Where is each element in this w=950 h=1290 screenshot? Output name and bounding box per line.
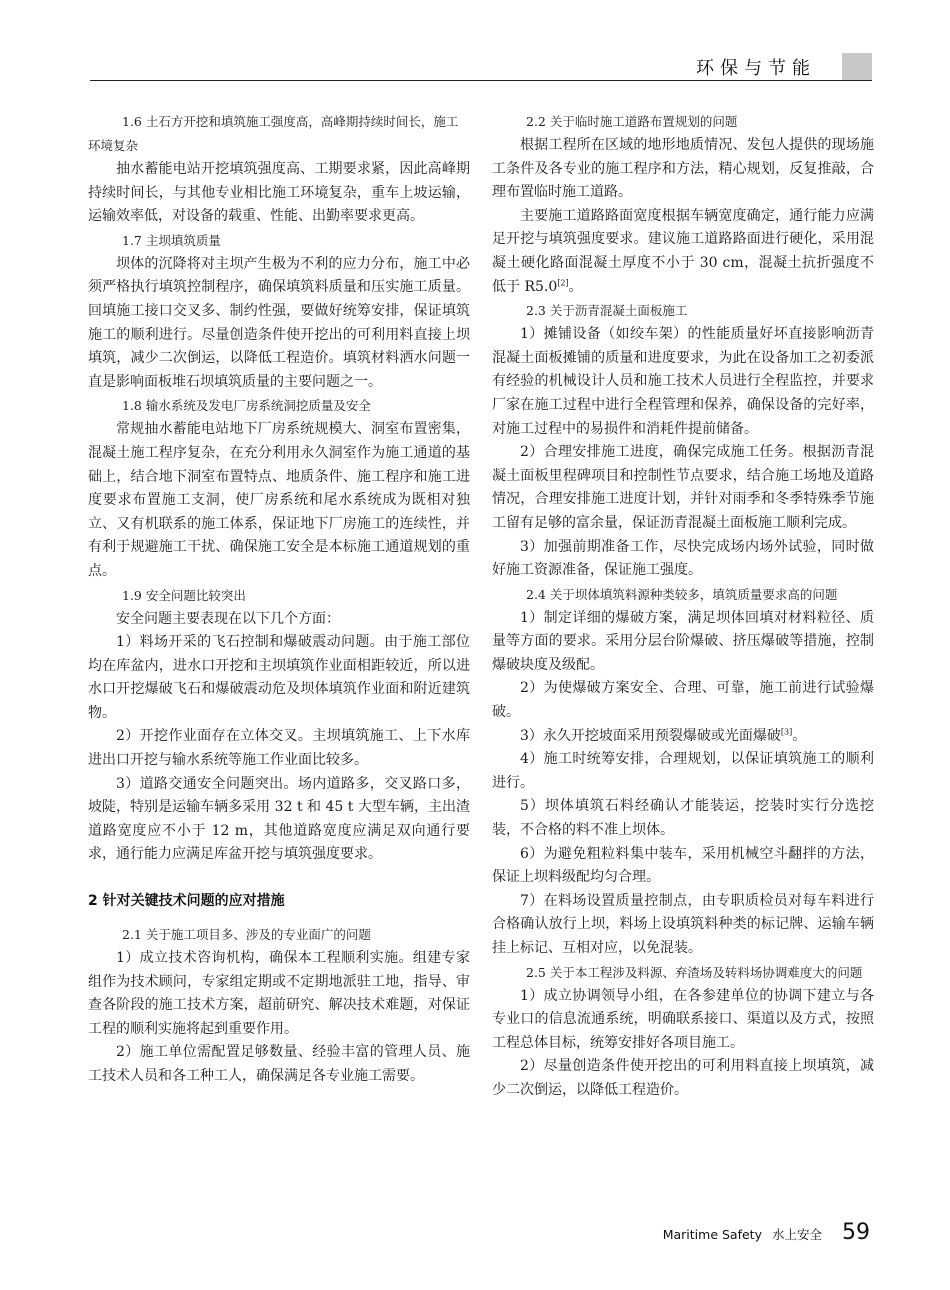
section-2-heading: 2 针对关键技术问题的应对措施: [88, 893, 285, 910]
paragraph: 7）在料场设置质量控制点，由专职质检员对每车料进行合格确认放行上坝，料场上设填筑料种类的标记牌、运输车辆挂上标记、互相对应，以免混装。: [492, 892, 874, 956]
paragraph: 4）施工时统筹安排，合理规划，以保证填筑施工的顺利进行。: [492, 751, 874, 791]
paragraph: 3）加强前期准备工作，尽快完成场内场外试验，同时做好施工资源准备，保证施工强度。: [492, 538, 874, 579]
heading-2-4: 2.4 关于坝体填筑料源种类较多，填筑质量要求高的问题: [526, 586, 838, 602]
heading-2-3: 2.3 关于沥青混凝土面板施工: [526, 303, 688, 319]
paragraph: 常规抽水蓄能电站地下厂房系统规模大、洞室布置密集，混凝土施工程序复杂，在充分利用永久洞室作为施工通道的基础上，结合地下洞室布置特点、地质条件、施工程序和施工进度要求布置施工支洞，使厂房系统和尾水系统成为既相对独立、又有机联系的施工体系，保证地下厂房施工的连续性，并有利于规避施工干扰、确保施工安全是本标施工通道规划的重点。: [88, 421, 470, 579]
header-title: 环保与节能: [696, 58, 816, 79]
header-rule: [90, 80, 872, 81]
paragraph: 2）尽量创造条件使开挖出的可利用料直接上坝填筑，减少二次倒运，以降低工程造价。: [492, 1058, 874, 1098]
paragraph: 1）制定详细的爆破方案，满足坝体回填对材料粒径、质量等方面的要求。采用分层台阶爆破、挤压爆破等措施，控制爆破块度及级配。: [492, 609, 874, 673]
paragraph: 2）为使爆破方案安全、合理、可靠，施工前进行试验爆破。: [492, 680, 874, 721]
paragraph: 2）施工单位需配置足够数量、经验丰富的管理人员、施工技术人员和各工种工人，确保满足各专业施工需要。: [88, 1044, 470, 1084]
heading-1-6: 1.6 土石方开挖和填筑施工强度高，高峰期持续时间长，施工环境复杂: [88, 114, 459, 153]
citation-ref[interactable]: [2]: [557, 277, 569, 287]
journal-name-en: Maritime Safety: [662, 1227, 762, 1242]
paragraph: [492, 725, 874, 749]
heading-2-2: 2.2 关于临时施工道路布置规划的问题: [526, 114, 738, 129]
paragraph: 1）成立技术咨询机构，确保本工程顺利实施。组建专家组作为技术顾问，专家组定期或不定期地派驻工地，指导、审查各阶段的施工技术方案，超前研究、解决技术难题，对保证工程的顺利实施将起到重要作用。: [88, 950, 470, 1037]
paragraph-text: 3）永久开挖坡面采用预裂爆破或光面爆破: [520, 727, 781, 744]
paragraph: 抽水蓄能电站开挖填筑强度高、工期要求紧，因此高峰期持续时间长，与其他专业相比施工环境复杂，重车上坡运输，运输效率低，对设备的载重、性能、出勤率要求更高。: [88, 161, 470, 225]
paragraph: 坝体的沉降将对主坝产生极为不利的应力分布，施工中必须严格执行填筑控制程序，确保填筑料质量和压实施工质量。回填施工接口交叉多、制约性强，要做好统筹安排，保证填筑施工的顺利进行。尽量创造条件使开挖出的可利用料直接上坝填筑，减少二次倒运，以降低工程造价。填筑材料洒水问题一直是影响面板堆石坝填筑质量的主要问题之一。: [88, 255, 470, 390]
header-accent-block: [842, 53, 872, 81]
heading-1-7: 1.7 主坝填筑质量: [122, 232, 221, 248]
paragraph: 5）坝体填筑石料经确认才能装运，挖装时实行分选挖装，不合格的料不准上坝体。: [492, 798, 874, 839]
paragraph-text: 。: [792, 727, 807, 744]
page-footer: [663, 1220, 870, 1245]
heading-2-1: 2.1 关于施工项目多、涉及的专业面广的问题: [122, 927, 371, 943]
paragraph: 根据工程所在区域的地形地质情况、发包人提供的现场施工条件及各专业的施工程序和方法，精心规划，反复推敲，合理布置临时施工道路。: [492, 137, 874, 201]
right-column: [492, 110, 874, 1103]
left-column: [88, 110, 470, 1089]
citation-ref[interactable]: [3]: [780, 727, 793, 736]
paragraph: 3）道路交通安全问题突出。场内道路多，交叉路口多，坡陡，特别是运输车辆多采用 32 t 和 45 t 大型车辆，主出渣道路宽度应不小于 12 m，其他道路宽度应满足双向通行要求，通行能力应满足库盆开挖与填筑强度要求。: [88, 775, 470, 863]
paragraph: [492, 205, 874, 299]
journal-name-cn: 水上安全: [771, 1227, 822, 1242]
page-number: 59: [842, 1220, 870, 1245]
paragraph: 1）摊铺设备（如绞车架）的性能质量好坏直接影响沥青混凝土面板摊铺的质量和进度要求，为此在设备加工之初委派有经验的机械设计人员和施工技术人员进行全程监控，并要求厂家在施工过程中进行全程管理和保养，确保设备的完好率，对施工过程中的易损件和消耗件提前储备。: [492, 326, 874, 437]
paragraph: 安全问题主要表现在以下几个方面：: [116, 610, 340, 627]
paragraph-text: 主要施工道路路面宽度根据车辆宽度确定，通行能力应满足开挖与填筑强度要求。建议施工道路路面进行硬化，采用混凝土硬化路面混凝土厚度不小于 30 cm，混凝土抗折强度不低于 R5.0: [492, 207, 874, 295]
paragraph: 2）合理安排施工进度，确保完成施工任务。根据沥青混凝土面板里程碑项目和控制性节点要求，结合施工场地及道路情况，合理安排施工进度计划，并针对雨季和冬季特殊季节施工留有足够的富余量，保证沥青混凝土面板施工顺利完成。: [492, 444, 874, 531]
paragraph: 1）料场开采的飞石控制和爆破震动问题。由于施工部位均在库盆内，进水口开挖和主坝填筑作业面相距较近，所以进水口开挖爆破飞石和爆破震动危及坝体填筑作业面和附近建筑物。: [88, 634, 470, 721]
heading-1-9: 1.9 安全问题比较突出: [122, 587, 246, 603]
heading-1-8: 1.8 输水系统及发电厂房系统洞挖质量及安全: [122, 398, 371, 414]
paragraph: 2）开挖作业面存在立体交叉。主坝填筑施工、上下水库进出口开挖与输水系统等施工作业面比较多。: [88, 728, 470, 769]
paragraph-text: 。: [568, 278, 583, 295]
heading-2-5: 2.5 关于本工程涉及料源、弃渣场及转料场协调难度大的问题: [526, 964, 863, 980]
paragraph: 6）为避免粗粒料集中装车，采用机械空斗翻拌的方法，保证上坝料级配均匀合理。: [492, 845, 874, 886]
paragraph: 1）成立协调领导小组，在各参建单位的协调下建立与各专业口的信息流通系统，明确联系接口、渠道以及方式，按照工程总体目标，统筹安排好各项目施工。: [492, 987, 874, 1051]
